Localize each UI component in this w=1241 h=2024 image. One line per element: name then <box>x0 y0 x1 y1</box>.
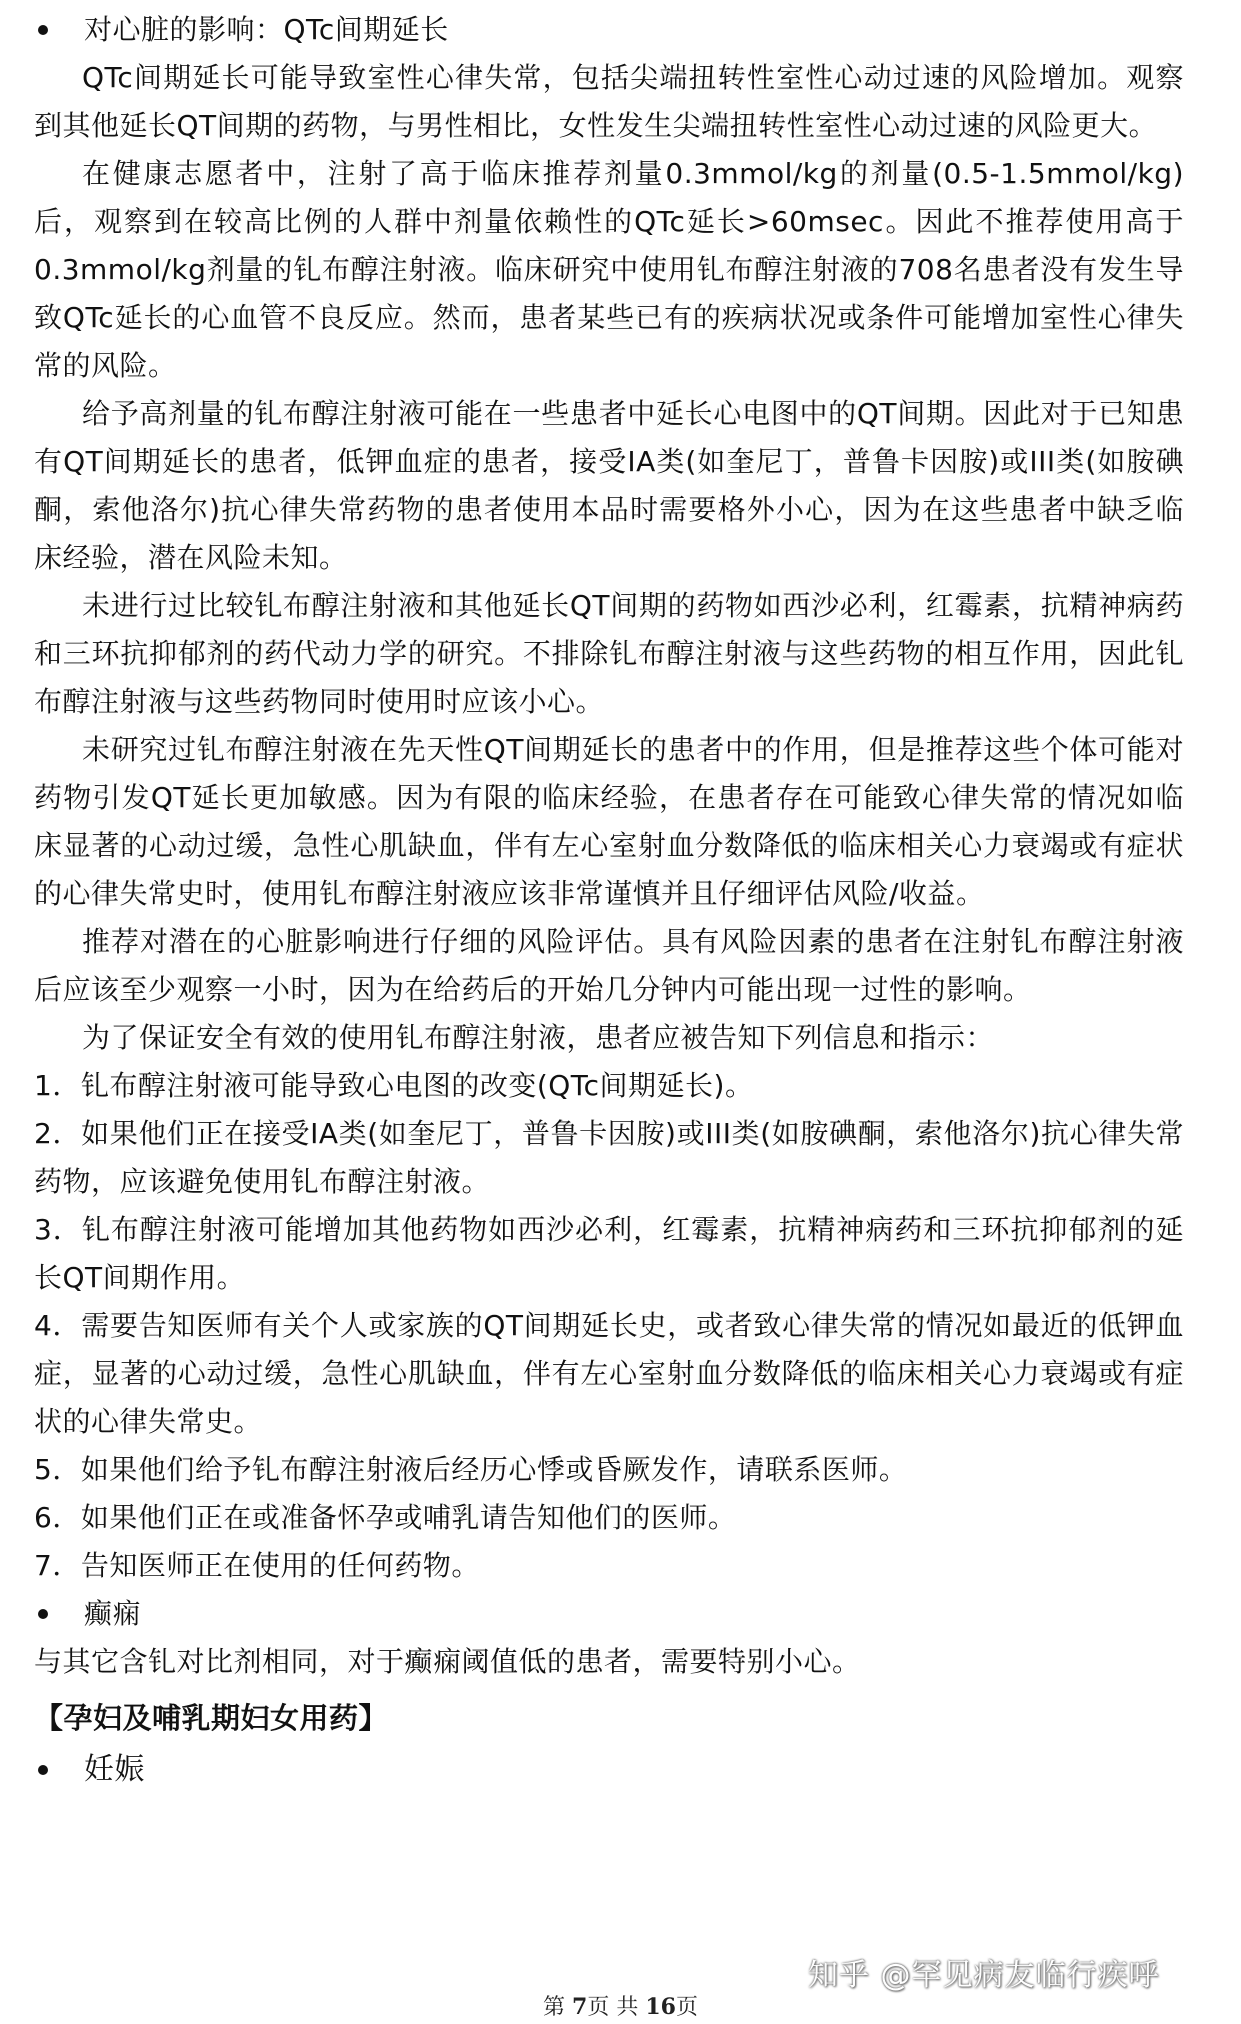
list-text: 如果他们正在或准备怀孕或哺乳请告知他们的医师。 <box>80 1501 737 1534</box>
footer-mid: 页 共 <box>587 1995 639 2020</box>
footer-suffix: 页 <box>675 1995 698 2020</box>
page-footer <box>0 1990 1241 2021</box>
document-body <box>34 6 1184 1796</box>
paragraph: 未研究过钆布醇注射液在先天性QT间期延长的患者中的作用，但是推荐这些个体可能对药物引发QT延长更加敏感。因为有限的临床经验，在患者存在可能致心律失常的情况如临床显著的心动过缓，急性心肌缺血，伴有左心室射血分数降低的临床相关心力衰竭或有症状的心律失常史时，使用钆布醇注射液应该非常谨慎并且仔细评估风险/收益。 <box>34 733 1184 910</box>
list-number: 3． <box>34 1213 82 1246</box>
list-text: 告知医师正在使用的任何药物。 <box>80 1549 480 1582</box>
bullet-icon <box>38 1765 48 1775</box>
list-number: 1． <box>34 1069 81 1102</box>
list-item <box>34 1206 1184 1302</box>
list-item <box>34 1110 1184 1206</box>
paragraph: 与其它含钆对比剂相同，对于癫痫阈值低的患者，需要特别小心。 <box>34 1645 861 1678</box>
bullet-icon <box>38 25 48 35</box>
list-item <box>34 1302 1184 1446</box>
section-title-text: 癫痫 <box>84 1597 142 1630</box>
footer-prefix: 第 <box>543 1995 566 2020</box>
section-pregnancy-bullet <box>34 1744 1184 1796</box>
list-text: 钆布醇注射液可能增加其他药物如西沙必利，红霉素，抗精神病药和三环抗抑郁剂的延长QT间期作用。 <box>34 1213 1184 1294</box>
paragraph: 推荐对潜在的心脏影响进行仔细的风险评估。具有风险因素的患者在注射钆布醇注射液后应该至少观察一小时，因为在给药后的开始几分钟内可能出现一过性的影响。 <box>34 925 1184 1006</box>
paragraph: 为了保证安全有效的使用钆布醇注射液，患者应被告知下列信息和指示： <box>82 1021 995 1054</box>
paragraph: 给予高剂量的钆布醇注射液可能在一些患者中延长心电图中的QT间期。因此对于已知患有QT间期延长的患者，低钾血症的患者，接受IA类(如奎尼丁，普鲁卡因胺)或III类(如胺碘酮，索他洛尔)抗心律失常药物的患者使用本品时需要格外小心，因为在这些患者中缺乏临床经验，潜在风险未知。 <box>34 397 1184 574</box>
watermark: 知乎 @罕见病友临行疾呼 <box>808 1958 1160 1993</box>
list-item <box>34 1494 1184 1542</box>
list-text: 如果他们给予钆布醇注射液后经历心悸或昏厥发作，请联系医师。 <box>80 1453 908 1486</box>
section-title-text: 对心脏的影响：QTc间期延长 <box>84 13 449 46</box>
section-epilepsy-title <box>34 1590 1184 1638</box>
paragraph: 未进行过比较钆布醇注射液和其他延长QT间期的药物如西沙必利，红霉素，抗精神病药和三环抗抑郁剂的药代动力学的研究。不排除钆布醇注射液与这些药物的相互作用，因此钆布醇注射液与这些药物同时使用时应该小心。 <box>34 589 1184 718</box>
list-text: 钆布醇注射液可能导致心电图的改变(QTc间期延长)。 <box>80 1069 754 1102</box>
list-item <box>34 1062 1184 1110</box>
footer-page-number: 7 <box>572 1994 588 2020</box>
list-number: 6． <box>34 1501 81 1534</box>
section-heading-pregnancy: 【孕妇及哺乳期妇女用药】 <box>34 1701 389 1735</box>
list-text: 需要告知医师有关个人或家族的QT间期延长史，或者致心律失常的情况如最近的低钾血症，显著的心动过缓，急性心肌缺血，伴有左心室射血分数降低的临床相关心力衰竭或有症状的心律失常史。 <box>34 1309 1184 1438</box>
bullet-icon <box>38 1609 48 1619</box>
list-text: 如果他们正在接受IA类(如奎尼丁，普鲁卡因胺)或III类(如胺碘酮，索他洛尔)抗心律失常药物，应该避免使用钆布醇注射液。 <box>34 1117 1184 1198</box>
paragraph: 在健康志愿者中，注射了高于临床推荐剂量0.3mmol/kg的剂量(0.5-1.5mmol/kg)后，观察到在较高比例的人群中剂量依赖性的QTc延长>60msec。因此不推荐使用高于0.3mmol/kg剂量的钆布醇注射液。临床研究中使用钆布醇注射液的708名患者没有发生导致QTc延长的心血管不良反应。然而，患者某些已有的疾病状况或条件可能增加室性心律失常的风险。 <box>34 157 1184 382</box>
list-item <box>34 1446 1184 1494</box>
section-cardiac-title <box>34 6 1184 54</box>
list-number: 5． <box>34 1453 81 1486</box>
list-number: 4． <box>34 1309 82 1342</box>
list-number: 7． <box>34 1549 81 1582</box>
paragraph: QTc间期延长可能导致室性心律失常，包括尖端扭转性室性心动过速的风险增加。观察到其他延长QT间期的药物，与男性相比，女性发生尖端扭转性室性心动过速的风险更大。 <box>34 61 1184 142</box>
list-item <box>34 1542 1184 1590</box>
list-number: 2． <box>34 1117 82 1150</box>
footer-total-pages: 16 <box>645 1994 676 2020</box>
section-title-text: 妊娠 <box>84 1752 145 1787</box>
